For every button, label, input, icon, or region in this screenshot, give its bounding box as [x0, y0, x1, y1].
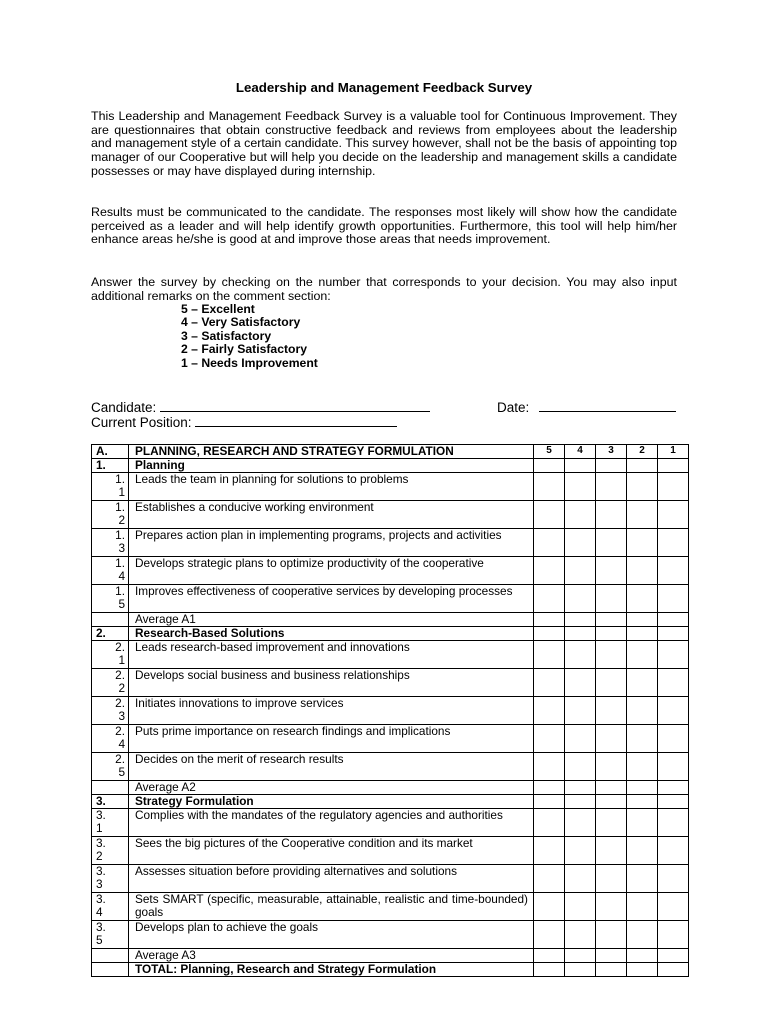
survey-item-row	[92, 669, 689, 697]
item-text: Puts prime importance on research findings and implications	[129, 725, 534, 753]
score-header-5: 5	[534, 445, 565, 459]
score-header-4: 4	[565, 445, 596, 459]
score-cell-4[interactable]	[565, 753, 596, 781]
score-cell-2[interactable]	[627, 921, 658, 949]
score-cell-2[interactable]	[627, 627, 658, 641]
rating-scale	[181, 303, 318, 370]
score-header-1: 1	[658, 445, 689, 459]
item-number: 1. 1	[92, 473, 129, 501]
score-cell-4[interactable]	[565, 669, 596, 697]
score-cell-4[interactable]	[565, 473, 596, 501]
intro-paragraph-2: Results must be communicated to the candidate. The responses most likely will show how the candidate perceived as a leader and will help identify growth opportunities. Furthermore, this tool will help him/her enhance areas he/she is good at and improve those areas that needs improvement.	[91, 205, 677, 247]
score-cell-5[interactable]	[534, 725, 565, 753]
score-cell-4[interactable]	[565, 837, 596, 865]
average-label: Average A3	[129, 949, 534, 963]
score-cell-1[interactable]	[658, 837, 689, 865]
score-cell-2[interactable]	[627, 459, 658, 473]
score-cell-3[interactable]	[596, 557, 627, 585]
score-cell-1[interactable]	[658, 949, 689, 963]
score-cell-2[interactable]	[627, 809, 658, 837]
score-cell-1[interactable]	[658, 585, 689, 613]
date-field	[497, 399, 676, 415]
item-number: 1. 4	[92, 557, 129, 585]
score-cell-1[interactable]	[658, 865, 689, 893]
item-number: 3. 1	[92, 809, 129, 837]
score-cell-2[interactable]	[627, 753, 658, 781]
score-cell-2[interactable]	[627, 837, 658, 865]
score-cell-2[interactable]	[627, 697, 658, 725]
section-letter: A.	[92, 445, 129, 459]
item-text: Initiates innovations to improve services	[129, 697, 534, 725]
score-cell-3[interactable]	[596, 669, 627, 697]
score-header-2: 2	[627, 445, 658, 459]
survey-item-row	[92, 473, 689, 501]
score-cell-1[interactable]	[658, 473, 689, 501]
candidate-blank[interactable]	[160, 399, 430, 412]
score-header-3: 3	[596, 445, 627, 459]
score-cell-2[interactable]	[627, 641, 658, 669]
survey-item-row	[92, 837, 689, 865]
score-cell-2[interactable]	[627, 529, 658, 557]
score-cell-5[interactable]	[534, 557, 565, 585]
section-title: PLANNING, RESEARCH AND STRATEGY FORMULATION	[129, 445, 534, 459]
item-number: 2. 4	[92, 725, 129, 753]
group-header-row	[92, 459, 689, 473]
score-cell-4[interactable]	[565, 781, 596, 795]
item-number: 3. 4	[92, 893, 129, 921]
score-cell-2[interactable]	[627, 949, 658, 963]
score-cell-3[interactable]	[596, 809, 627, 837]
item-number: 1. 3	[92, 529, 129, 557]
score-cell-3[interactable]	[596, 893, 627, 921]
average-row	[92, 781, 689, 795]
score-cell-5[interactable]	[534, 963, 565, 977]
score-cell-5[interactable]	[534, 893, 565, 921]
score-cell-3[interactable]	[596, 529, 627, 557]
survey-table	[91, 444, 689, 977]
intro-paragraph-1: This Leadership and Management Feedback Survey is a valuable tool for Continuous Improvement. They are questionnaires that obtain constructive feedback and reviews from employees about the leadership and management style of a certain candidate. This survey however, shall not be the basis of appointing top manager of our Cooperative but will help you decide on the leadership and management skills a candidate possesses or may have displayed during internship.	[91, 109, 677, 178]
survey-item-row	[92, 501, 689, 529]
total-blank	[92, 963, 129, 977]
survey-item-row	[92, 753, 689, 781]
score-cell-4[interactable]	[565, 585, 596, 613]
survey-item-row	[92, 641, 689, 669]
score-cell-5[interactable]	[534, 865, 565, 893]
score-cell-1[interactable]	[658, 795, 689, 809]
score-cell-5[interactable]	[534, 837, 565, 865]
score-cell-4[interactable]	[565, 795, 596, 809]
score-cell-2[interactable]	[627, 473, 658, 501]
survey-item-row	[92, 865, 689, 893]
survey-item-row	[92, 893, 689, 921]
position-blank[interactable]	[195, 414, 397, 427]
group-header-row	[92, 795, 689, 809]
score-cell-5[interactable]	[534, 459, 565, 473]
item-number: 3. 3	[92, 865, 129, 893]
survey-item-row	[92, 697, 689, 725]
score-cell-3[interactable]	[596, 459, 627, 473]
item-text: Improves effectiveness of cooperative services by developing processes	[129, 585, 534, 613]
group-title: Planning	[129, 459, 534, 473]
score-cell-1[interactable]	[658, 627, 689, 641]
score-cell-3[interactable]	[596, 627, 627, 641]
average-blank	[92, 949, 129, 963]
score-cell-3[interactable]	[596, 697, 627, 725]
score-cell-4[interactable]	[565, 865, 596, 893]
rating-scale-item: 2 – Fairly Satisfactory	[181, 342, 307, 357]
score-cell-4[interactable]	[565, 613, 596, 627]
score-cell-4[interactable]	[565, 921, 596, 949]
rating-scale-item: 4 – Very Satisfactory	[181, 315, 301, 330]
score-cell-1[interactable]	[658, 921, 689, 949]
item-text: Assesses situation before providing alternatives and solutions	[129, 865, 534, 893]
score-cell-1[interactable]	[658, 557, 689, 585]
survey-item-row	[92, 725, 689, 753]
score-cell-4[interactable]	[565, 963, 596, 977]
score-cell-5[interactable]	[534, 613, 565, 627]
score-cell-2[interactable]	[627, 725, 658, 753]
score-cell-5[interactable]	[534, 949, 565, 963]
item-text: Complies with the mandates of the regulatory agencies and authorities	[129, 809, 534, 837]
average-label: Average A1	[129, 613, 534, 627]
group-number: 1.	[92, 459, 129, 473]
survey-item-row	[92, 921, 689, 949]
score-cell-5[interactable]	[534, 697, 565, 725]
score-cell-2[interactable]	[627, 669, 658, 697]
item-text: Develops strategic plans to optimize productivity of the cooperative	[129, 557, 534, 585]
score-cell-3[interactable]	[596, 641, 627, 669]
score-cell-4[interactable]	[565, 529, 596, 557]
item-number: 1. 5	[92, 585, 129, 613]
position-label: Current Position:	[91, 415, 192, 430]
group-title: Research-Based Solutions	[129, 627, 534, 641]
item-text: Leads the team in planning for solutions to problems	[129, 473, 534, 501]
score-cell-3[interactable]	[596, 473, 627, 501]
score-cell-2[interactable]	[627, 781, 658, 795]
rating-scale-item: 3 – Satisfactory	[181, 328, 272, 343]
score-cell-2[interactable]	[627, 557, 658, 585]
score-cell-3[interactable]	[596, 501, 627, 529]
score-cell-1[interactable]	[658, 501, 689, 529]
score-cell-1[interactable]	[658, 697, 689, 725]
average-row	[92, 613, 689, 627]
score-cell-5[interactable]	[534, 921, 565, 949]
rating-scale-item: 5 – Excellent	[181, 302, 255, 316]
score-cell-3[interactable]	[596, 949, 627, 963]
group-number: 3.	[92, 795, 129, 809]
score-cell-5[interactable]	[534, 753, 565, 781]
score-cell-1[interactable]	[658, 781, 689, 795]
score-cell-3[interactable]	[596, 865, 627, 893]
item-text: Establishes a conducive working environment	[129, 501, 534, 529]
group-title: Strategy Formulation	[129, 795, 534, 809]
survey-item-row	[92, 809, 689, 837]
score-cell-5[interactable]	[534, 781, 565, 795]
score-cell-5[interactable]	[534, 585, 565, 613]
survey-item-row	[92, 529, 689, 557]
score-cell-4[interactable]	[565, 809, 596, 837]
score-cell-4[interactable]	[565, 501, 596, 529]
score-cell-1[interactable]	[658, 613, 689, 627]
score-cell-1[interactable]	[658, 529, 689, 557]
score-cell-2[interactable]	[627, 963, 658, 977]
item-number: 3. 2	[92, 837, 129, 865]
score-cell-5[interactable]	[534, 809, 565, 837]
item-text: Sees the big pictures of the Cooperative condition and its market	[129, 837, 534, 865]
item-text: Develops social business and business relationships	[129, 669, 534, 697]
item-text: Leads research-based improvement and innovations	[129, 641, 534, 669]
score-cell-1[interactable]	[658, 725, 689, 753]
score-cell-1[interactable]	[658, 669, 689, 697]
score-cell-3[interactable]	[596, 921, 627, 949]
score-cell-5[interactable]	[534, 795, 565, 809]
survey-item-row	[92, 557, 689, 585]
score-cell-1[interactable]	[658, 893, 689, 921]
score-cell-1[interactable]	[658, 753, 689, 781]
average-row	[92, 949, 689, 963]
score-cell-5[interactable]	[534, 641, 565, 669]
item-number: 2. 2	[92, 669, 129, 697]
candidate-field	[91, 399, 430, 415]
score-cell-4[interactable]	[565, 459, 596, 473]
score-cell-3[interactable]	[596, 613, 627, 627]
date-label: Date:	[497, 400, 530, 415]
score-cell-2[interactable]	[627, 501, 658, 529]
position-field	[91, 414, 397, 430]
section-header-row	[92, 445, 689, 459]
item-number: 2. 5	[92, 753, 129, 781]
score-cell-3[interactable]	[596, 837, 627, 865]
candidate-label: Candidate:	[91, 400, 157, 415]
score-cell-4[interactable]	[565, 557, 596, 585]
date-blank[interactable]	[539, 399, 676, 412]
rating-scale-item: 1 – Needs Improvement	[181, 355, 318, 370]
score-cell-2[interactable]	[627, 585, 658, 613]
item-text: Decides on the merit of research results	[129, 753, 534, 781]
score-cell-2[interactable]	[627, 613, 658, 627]
average-blank	[92, 613, 129, 627]
item-text: Sets SMART (specific, measurable, attainable, realistic and time-bounded) goals	[129, 893, 534, 921]
score-cell-3[interactable]	[596, 753, 627, 781]
item-text: Develops plan to achieve the goals	[129, 921, 534, 949]
score-cell-3[interactable]	[596, 781, 627, 795]
score-cell-3[interactable]	[596, 963, 627, 977]
score-cell-3[interactable]	[596, 795, 627, 809]
score-cell-5[interactable]	[534, 627, 565, 641]
intro-paragraph-3: Answer the survey by checking on the number that corresponds to your decision. You may also input additional remarks on the comment section:	[91, 275, 677, 303]
score-cell-1[interactable]	[658, 459, 689, 473]
total-row	[92, 963, 689, 977]
score-cell-4[interactable]	[565, 641, 596, 669]
score-cell-4[interactable]	[565, 627, 596, 641]
item-number: 2. 1	[92, 641, 129, 669]
score-cell-3[interactable]	[596, 725, 627, 753]
total-label: TOTAL: Planning, Research and Strategy Formulation	[129, 963, 534, 977]
score-cell-1[interactable]	[658, 809, 689, 837]
average-label: Average A2	[129, 781, 534, 795]
group-header-row	[92, 627, 689, 641]
score-cell-2[interactable]	[627, 865, 658, 893]
item-text: Prepares action plan in implementing programs, projects and activities	[129, 529, 534, 557]
average-blank	[92, 781, 129, 795]
item-number: 2. 3	[92, 697, 129, 725]
score-cell-4[interactable]	[565, 697, 596, 725]
score-cell-4[interactable]	[565, 949, 596, 963]
score-cell-2[interactable]	[627, 893, 658, 921]
document-title: Leadership and Management Feedback Survey	[235, 80, 533, 95]
score-cell-2[interactable]	[627, 795, 658, 809]
score-cell-1[interactable]	[658, 963, 689, 977]
group-number: 2.	[92, 627, 129, 641]
score-cell-1[interactable]	[658, 641, 689, 669]
item-number: 3. 5	[92, 921, 129, 949]
score-cell-4[interactable]	[565, 725, 596, 753]
score-cell-5[interactable]	[534, 473, 565, 501]
item-number: 1. 2	[92, 501, 129, 529]
score-cell-5[interactable]	[534, 669, 565, 697]
score-cell-5[interactable]	[534, 501, 565, 529]
score-cell-4[interactable]	[565, 893, 596, 921]
score-cell-3[interactable]	[596, 585, 627, 613]
score-cell-5[interactable]	[534, 529, 565, 557]
survey-item-row	[92, 585, 689, 613]
